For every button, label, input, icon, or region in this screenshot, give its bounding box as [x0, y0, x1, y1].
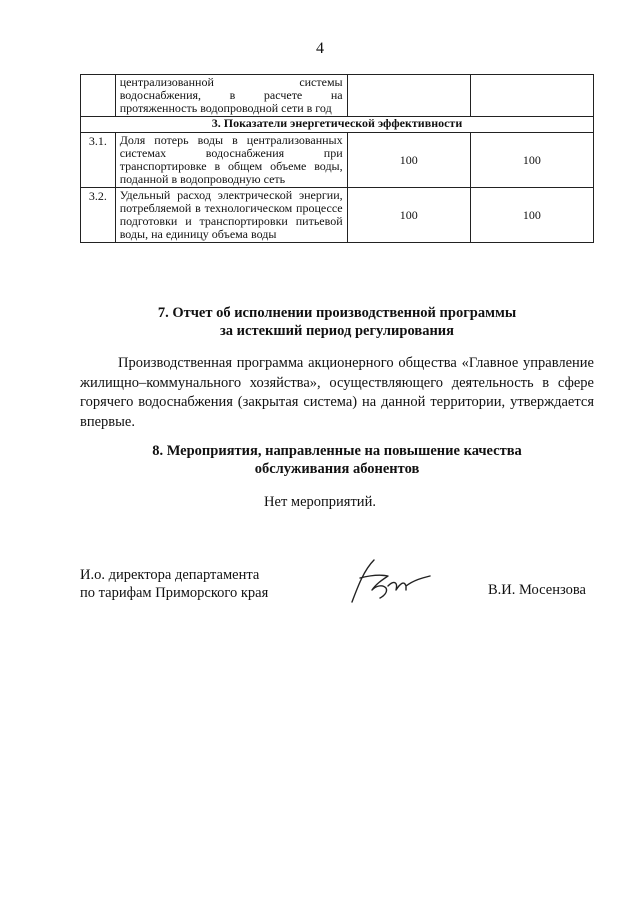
table-row	[81, 188, 594, 243]
page-number: 4	[316, 40, 324, 57]
section-7-paragraph: Производственная программа акционерного общества «Главное управление жилищно–коммунального хозяйства», осуществляющего деятельность в сфере горячего водоснабжения (закрытая система) на данной территории, утверждается впервые.	[80, 355, 594, 430]
row-value	[347, 75, 470, 117]
row-description: централизованной системы водоснабжения, в расчете на протяженность водопроводной сети в год	[115, 75, 347, 117]
section-8-title-line2: обслуживания абонентов	[254, 461, 420, 477]
row-value: 100	[347, 133, 470, 188]
table-row	[81, 133, 594, 188]
handwritten-signature	[344, 556, 434, 606]
row-value: 100	[470, 188, 593, 243]
row-description: Удельный расход электрической энергии, потребляемой в технологическом процессе подготовки и транспортировки питьевой воды, на единицу объема воды	[115, 188, 347, 243]
table-section-row	[81, 117, 594, 133]
row-value	[470, 75, 593, 117]
row-number	[81, 75, 116, 117]
section-8-heading	[80, 442, 594, 478]
table-row	[81, 75, 594, 117]
section-7-title-line1: 7. Отчет об исполнении производственной программы	[157, 305, 517, 321]
section-7-title-line2: за истекший период регулирования	[219, 323, 455, 339]
row-number: 3.2.	[81, 188, 116, 243]
row-value: 100	[470, 133, 593, 188]
no-events-text: Нет мероприятий.	[264, 494, 376, 510]
section-7-heading	[80, 304, 594, 340]
section-8-title-line1: 8. Мероприятия, направленные на повышение качества	[152, 443, 522, 459]
row-number: 3.1.	[81, 133, 116, 188]
indicators-table	[80, 74, 594, 243]
signatory-position-line1: И.о. директора департамента	[80, 567, 260, 583]
signatory-position	[80, 566, 268, 602]
row-value: 100	[347, 188, 470, 243]
section-title: 3. Показатели энергетической эффективности	[81, 117, 594, 133]
signatory-position-line2: по тарифам Приморского края	[80, 585, 269, 601]
signatory-name: В.И. Мосензова	[488, 582, 586, 598]
row-description: Доля потерь воды в централизованных системах водоснабжения при транспортировке в общем объеме воды, поданной в водопроводную сеть	[115, 133, 347, 188]
